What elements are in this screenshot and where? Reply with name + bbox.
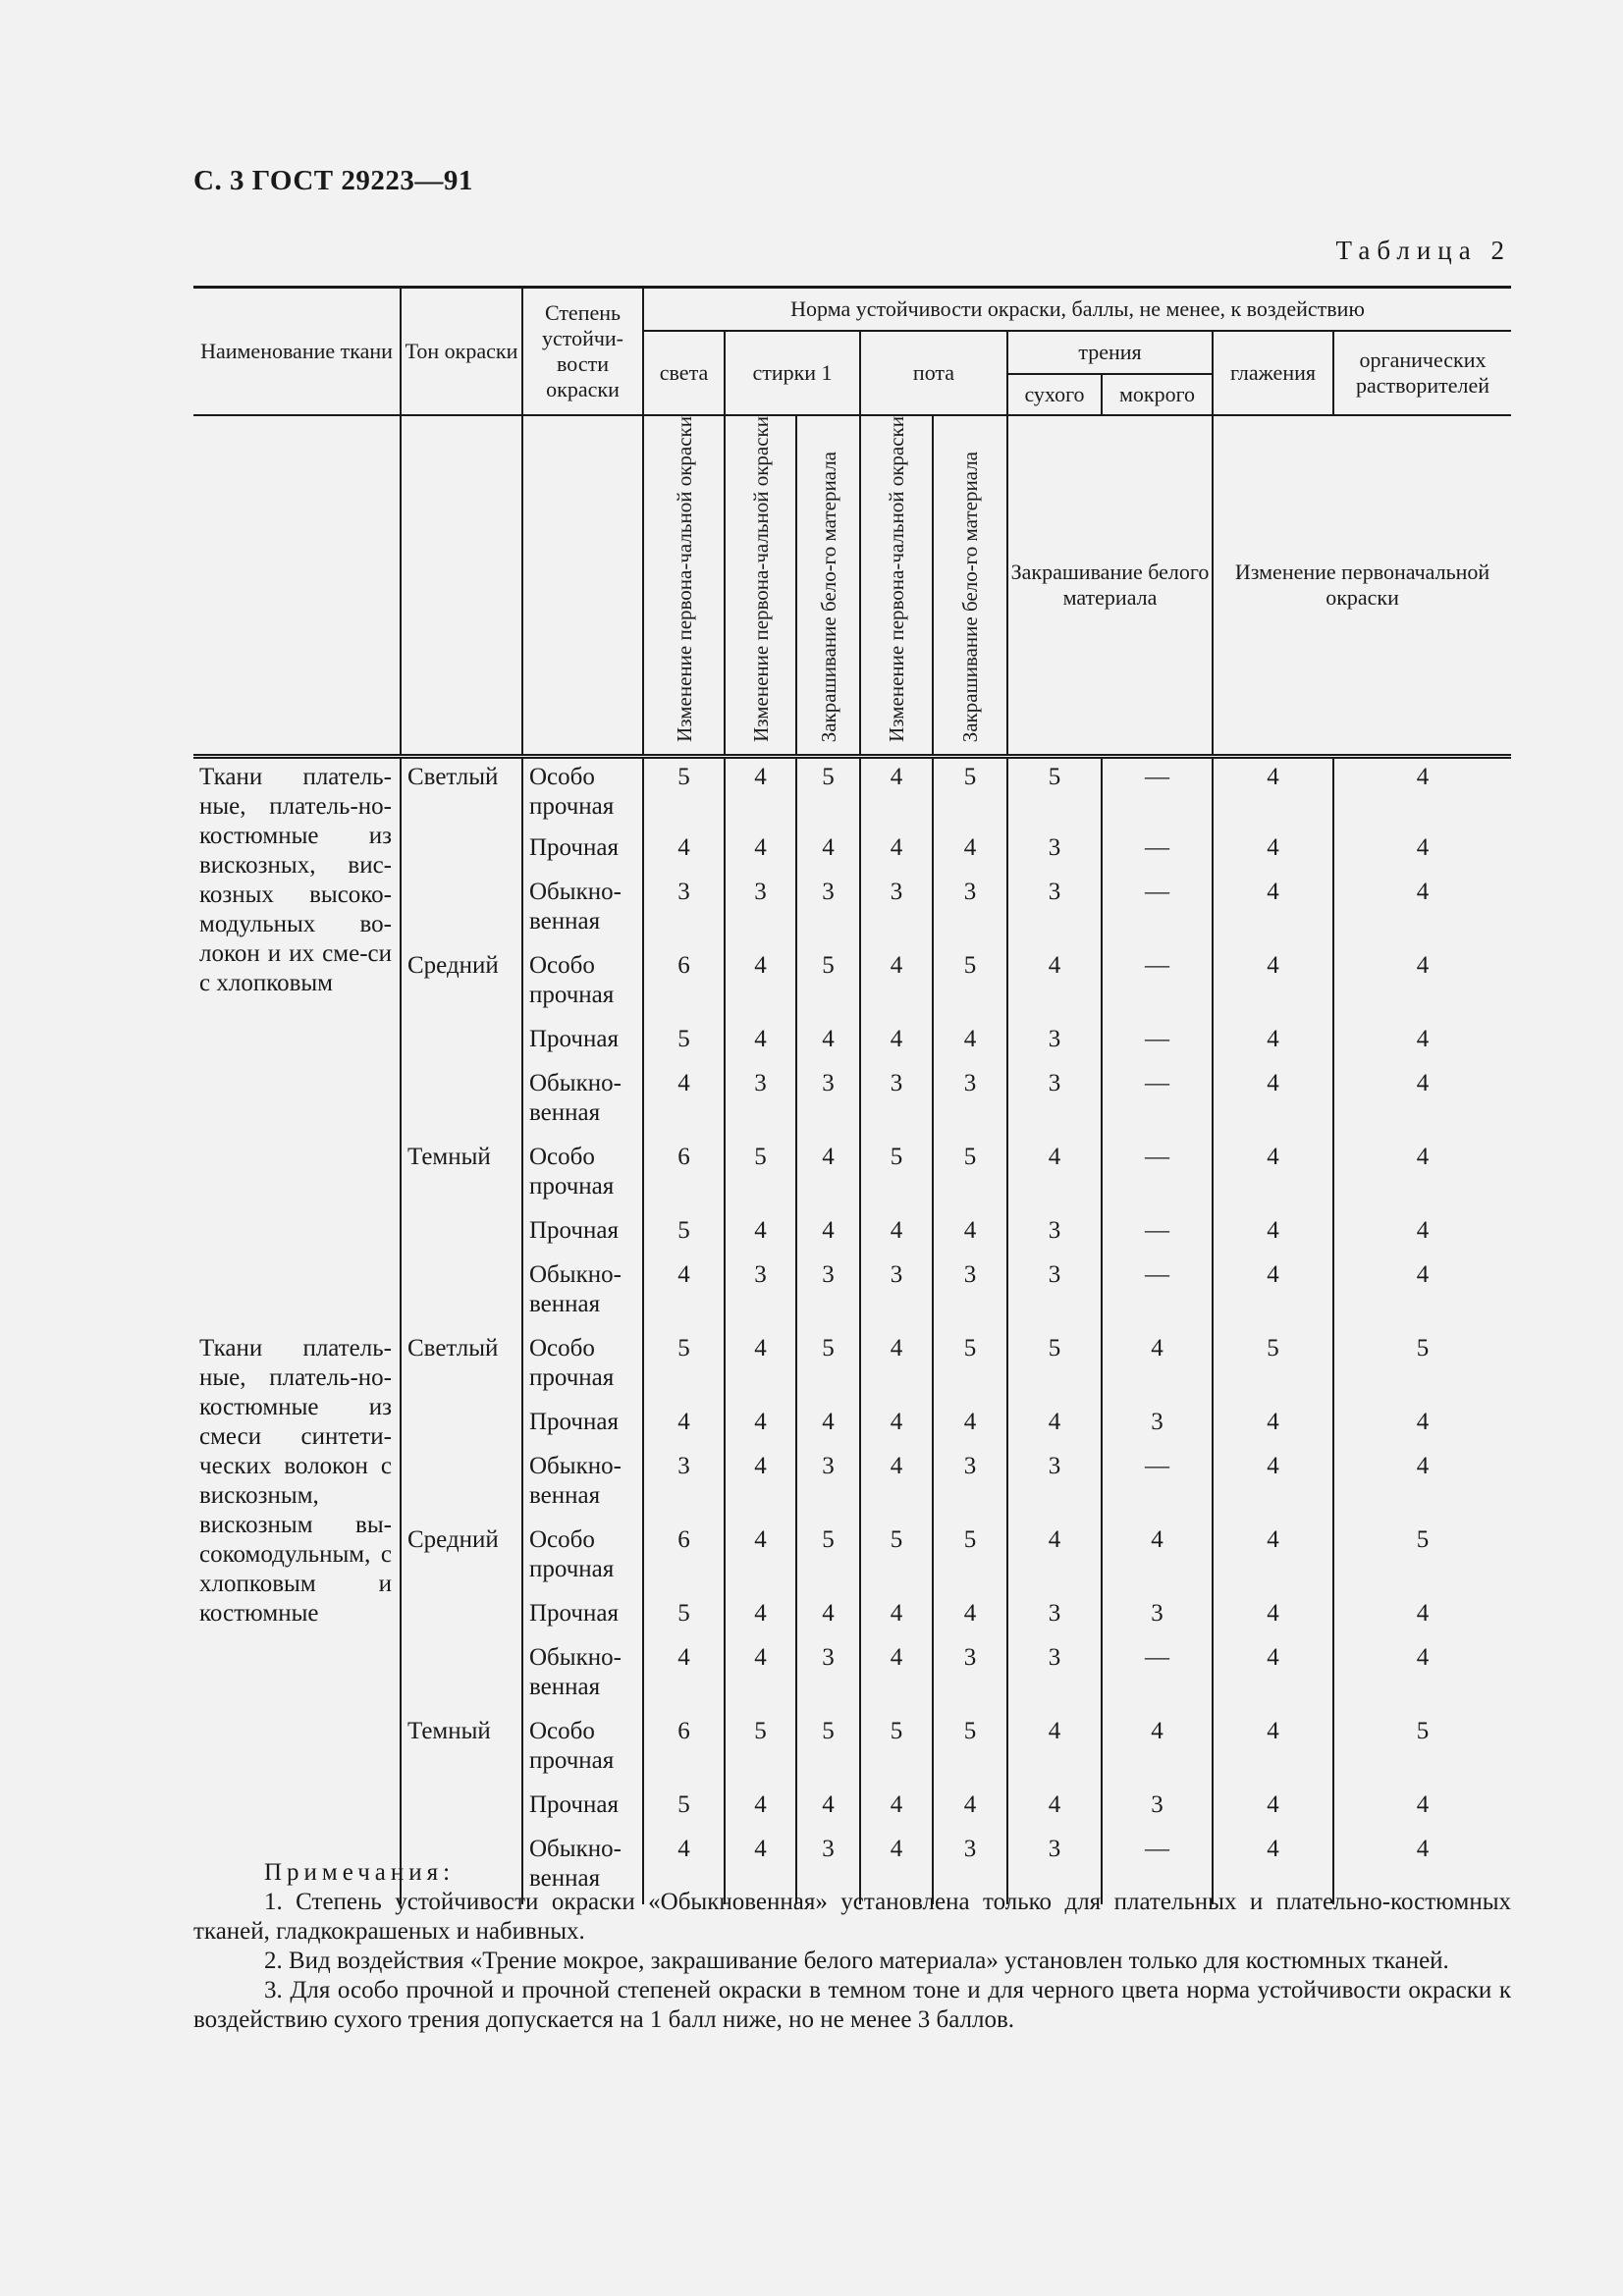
header-light: света	[643, 331, 725, 415]
value-cell: 4	[860, 1404, 933, 1448]
value-cell: 4	[1213, 1522, 1333, 1595]
value-cell: 4	[860, 1831, 933, 1904]
value-cell: 5	[933, 1522, 1007, 1595]
value-cell: 4	[796, 1404, 860, 1448]
value-cell: 3	[933, 1448, 1007, 1522]
value-cell: 4	[860, 756, 933, 829]
header-norm: Норма устойчивости окраски, баллы, не менее, к воздействию	[643, 288, 1511, 332]
value-cell: 3	[860, 1065, 933, 1139]
header-sweat: пота	[860, 331, 1007, 415]
value-cell: 4	[1213, 1212, 1333, 1256]
fabric-name-cell: Ткани платель-ные, платель-но-костюмные из смеси синтети-ческих волокон с вискозным, вискозным вы-сокомодульным, с хлопковым и костюмные	[199, 1335, 392, 1628]
value-cell: 4	[1213, 1595, 1333, 1639]
value-cell: 4	[933, 1595, 1007, 1639]
value-cell: —	[1102, 947, 1213, 1021]
value-cell: 4	[860, 1448, 933, 1522]
note-1: 1. Степень устойчивости окраски «Обыкновенная» установлена только для плательных и плательно-костюмных тканей, гладкокрашеных и набивных.	[193, 1889, 1511, 1945]
value-cell: 5	[1007, 1330, 1102, 1404]
value-cell: 5	[933, 947, 1007, 1021]
value-cell: 3	[1007, 1256, 1102, 1330]
value-cell: 4	[1102, 1330, 1213, 1404]
value-cell: 4	[725, 1330, 796, 1404]
value-cell: 4	[1213, 1639, 1333, 1713]
degree-cell: Обыкно-венная	[522, 1065, 643, 1139]
value-cell: 4	[725, 1404, 796, 1448]
value-cell: 5	[725, 1713, 796, 1787]
value-cell: 4	[796, 829, 860, 874]
value-cell: 3	[860, 874, 933, 947]
value-cell: 5	[860, 1139, 933, 1212]
header-sweat-change: Изменение первона-чальной окраски	[860, 415, 933, 756]
degree-cell: Прочная	[522, 1021, 643, 1065]
value-cell: 5	[796, 756, 860, 829]
degree-cell: Обыкно-венная	[522, 1831, 643, 1904]
value-cell: 4	[1213, 1404, 1333, 1448]
value-cell: 3	[933, 874, 1007, 947]
degree-cell: Особо прочная	[522, 1139, 643, 1212]
value-cell: 4	[1213, 1713, 1333, 1787]
value-cell: 4	[1333, 1212, 1511, 1256]
value-cell: 5	[1213, 1330, 1333, 1404]
header-fabric-name: Наименование ткани	[193, 288, 401, 416]
value-cell: 4	[1213, 1021, 1333, 1065]
value-cell: 3	[643, 874, 725, 947]
value-cell: 4	[796, 1021, 860, 1065]
value-cell: 3	[796, 1065, 860, 1139]
header-washing: стирки 1	[725, 331, 860, 415]
value-cell: 4	[860, 947, 933, 1021]
degree-cell: Обыкно-венная	[522, 1448, 643, 1522]
value-cell: —	[1102, 829, 1213, 874]
value-cell: —	[1102, 1831, 1213, 1904]
fabric-name-cell: Ткани платель-ные, платель-но-костюмные из вискозных, вис-козных высоко-модульных во-локон и их сме-си с хлопковым	[199, 763, 392, 996]
note-2: 2. Вид воздействия «Трение мокрое, закрашивание белого материала» установлен только для костюмных тканей.	[264, 1948, 1449, 1974]
value-cell: 3	[933, 1256, 1007, 1330]
value-cell: 4	[725, 829, 796, 874]
value-cell: 4	[1333, 1595, 1511, 1639]
value-cell: 4	[1333, 1021, 1511, 1065]
value-cell: 4	[860, 1787, 933, 1831]
value-cell: 3	[933, 1639, 1007, 1713]
value-cell: 4	[933, 1021, 1007, 1065]
value-cell: 3	[1007, 1448, 1102, 1522]
value-cell: 4	[643, 829, 725, 874]
value-cell: 4	[796, 1595, 860, 1639]
degree-cell: Прочная	[522, 1595, 643, 1639]
value-cell: —	[1102, 1021, 1213, 1065]
value-cell: —	[1102, 1065, 1213, 1139]
value-cell: 4	[1333, 947, 1511, 1021]
value-cell: 5	[796, 1522, 860, 1595]
value-cell: 4	[1102, 1713, 1213, 1787]
degree-cell: Обыкно-венная	[522, 1256, 643, 1330]
value-cell: 4	[725, 1212, 796, 1256]
value-cell: 3	[1007, 874, 1102, 947]
page-header: С. 3 ГОСТ 29223—91	[193, 165, 473, 196]
header-tone-cont	[401, 415, 522, 756]
tone-cell: Средний	[401, 947, 522, 1139]
value-cell: 4	[933, 1787, 1007, 1831]
value-cell: 3	[725, 1256, 796, 1330]
value-cell: 5	[796, 947, 860, 1021]
header-washing-change: Изменение первона-чальной окраски	[725, 415, 796, 756]
degree-cell: Прочная	[522, 829, 643, 874]
header-sweat-staining: Закрашивание бело-го материала	[933, 415, 1007, 756]
value-cell: 5	[643, 1595, 725, 1639]
value-cell: 4	[725, 1448, 796, 1522]
tone-cell: Светлый	[401, 1330, 522, 1522]
value-cell: 4	[1333, 829, 1511, 874]
table-row	[193, 1330, 1511, 1404]
degree-cell: Прочная	[522, 1212, 643, 1256]
value-cell: 4	[725, 756, 796, 829]
value-cell: 5	[1333, 1522, 1511, 1595]
notes-title: Примечания:	[264, 1859, 456, 1886]
value-cell: 5	[643, 1787, 725, 1831]
value-cell: 5	[933, 756, 1007, 829]
note-3: 3. Для особо прочной и прочной степеней окраски в темном тоне и для черного цвета норма устойчивости окраски к воздействию сухого трения допускается на 1 балл ниже, но не менее 3 баллов.	[193, 1977, 1511, 2033]
value-cell: 5	[643, 1212, 725, 1256]
table-row	[193, 756, 1511, 829]
degree-cell: Прочная	[522, 1404, 643, 1448]
value-cell: —	[1102, 1139, 1213, 1212]
value-cell: 4	[860, 829, 933, 874]
value-cell: 5	[643, 1330, 725, 1404]
value-cell: 4	[1213, 1787, 1333, 1831]
value-cell: 3	[1102, 1404, 1213, 1448]
value-cell: 4	[1333, 756, 1511, 829]
value-cell: 5	[860, 1522, 933, 1595]
value-cell: 3	[933, 1831, 1007, 1904]
value-cell: 3	[1007, 1595, 1102, 1639]
value-cell: 6	[643, 1522, 725, 1595]
value-cell: 4	[1007, 1139, 1102, 1212]
value-cell: 3	[1102, 1787, 1213, 1831]
value-cell: 4	[725, 1595, 796, 1639]
value-cell: 4	[796, 1787, 860, 1831]
value-cell: 4	[860, 1639, 933, 1713]
table-label: Таблица 2	[1335, 236, 1511, 265]
value-cell: 3	[796, 1256, 860, 1330]
value-cell: 3	[1007, 1065, 1102, 1139]
value-cell: 4	[1213, 874, 1333, 947]
value-cell: 4	[643, 1831, 725, 1904]
value-cell: 3	[1102, 1595, 1213, 1639]
standards-table	[193, 286, 1511, 1904]
value-cell: 4	[1333, 1256, 1511, 1330]
header-light-change: Изменение первона-чальной окраски	[643, 415, 725, 756]
value-cell: 5	[796, 1713, 860, 1787]
value-cell: 4	[933, 829, 1007, 874]
value-cell: 3	[1007, 829, 1102, 874]
value-cell: 4	[1213, 1831, 1333, 1904]
header-tone: Тон окраски	[401, 288, 522, 416]
value-cell: 4	[725, 947, 796, 1021]
value-cell: 5	[1007, 756, 1102, 829]
value-cell: 4	[933, 1404, 1007, 1448]
value-cell: 4	[725, 1639, 796, 1713]
value-cell: 5	[933, 1330, 1007, 1404]
value-cell: 4	[1213, 756, 1333, 829]
value-cell: 4	[1213, 829, 1333, 874]
value-cell: 4	[1007, 1404, 1102, 1448]
value-cell: 4	[1333, 1787, 1511, 1831]
value-cell: 4	[643, 1639, 725, 1713]
value-cell: 4	[796, 1212, 860, 1256]
value-cell: 5	[796, 1330, 860, 1404]
value-cell: 5	[643, 756, 725, 829]
value-cell: 3	[796, 1639, 860, 1713]
value-cell: 4	[1007, 1787, 1102, 1831]
value-cell: 4	[1333, 1404, 1511, 1448]
value-cell: 4	[1333, 1139, 1511, 1212]
value-cell: 4	[1213, 1139, 1333, 1212]
value-cell: —	[1102, 1639, 1213, 1713]
value-cell: 5	[725, 1139, 796, 1212]
tone-cell: Светлый	[401, 756, 522, 947]
table-2	[193, 286, 1511, 1904]
notes	[193, 1858, 1511, 2035]
value-cell: 4	[1213, 1256, 1333, 1330]
value-cell: —	[1102, 1212, 1213, 1256]
value-cell: 4	[1213, 1065, 1333, 1139]
value-cell: 3	[796, 1831, 860, 1904]
header-friction-wet: мокрого	[1102, 374, 1213, 415]
value-cell: 3	[860, 1256, 933, 1330]
value-cell: —	[1102, 1256, 1213, 1330]
value-cell: 4	[1333, 874, 1511, 947]
value-cell: 4	[725, 1021, 796, 1065]
value-cell: 4	[860, 1212, 933, 1256]
table-body	[193, 756, 1511, 1904]
value-cell: 4	[860, 1021, 933, 1065]
value-cell: 3	[1007, 1639, 1102, 1713]
value-cell: 4	[725, 1522, 796, 1595]
value-cell: 3	[796, 874, 860, 947]
value-cell: 6	[643, 1139, 725, 1212]
value-cell: 3	[1007, 1021, 1102, 1065]
value-cell: —	[1102, 756, 1213, 829]
value-cell: 4	[860, 1330, 933, 1404]
header-friction-staining: Закрашивание белого материала	[1007, 415, 1213, 756]
value-cell: 4	[1213, 1448, 1333, 1522]
value-cell: 5	[1333, 1330, 1511, 1404]
value-cell: 4	[725, 1787, 796, 1831]
value-cell: 5	[1333, 1713, 1511, 1787]
value-cell: 4	[860, 1595, 933, 1639]
header-friction: трения	[1007, 331, 1213, 374]
value-cell: 5	[643, 1021, 725, 1065]
value-cell: 4	[1333, 1448, 1511, 1522]
value-cell: 5	[933, 1139, 1007, 1212]
value-cell: 4	[643, 1256, 725, 1330]
value-cell: 4	[1333, 1639, 1511, 1713]
value-cell: 5	[933, 1713, 1007, 1787]
value-cell: 4	[1007, 1713, 1102, 1787]
degree-cell: Особо прочная	[522, 1522, 643, 1595]
degree-cell: Прочная	[522, 1787, 643, 1831]
value-cell: 4	[643, 1065, 725, 1139]
value-cell: 4	[933, 1212, 1007, 1256]
value-cell: 3	[1007, 1212, 1102, 1256]
value-cell: 3	[725, 874, 796, 947]
header-friction-dry: сухого	[1007, 374, 1102, 415]
header-ironing: глажения	[1213, 331, 1333, 415]
value-cell: 4	[1333, 1831, 1511, 1904]
value-cell: 4	[1007, 947, 1102, 1021]
header-degree-cont	[522, 415, 643, 756]
value-cell: 4	[643, 1404, 725, 1448]
header-degree: Степень устойчи-вости окраски	[522, 288, 643, 416]
tone-cell: Темный	[401, 1139, 522, 1330]
degree-cell: Особо прочная	[522, 756, 643, 829]
value-cell: 6	[643, 947, 725, 1021]
tone-cell: Средний	[401, 1522, 522, 1713]
value-cell: —	[1102, 1448, 1213, 1522]
value-cell: 3	[933, 1065, 1007, 1139]
degree-cell: Особо прочная	[522, 1713, 643, 1787]
header-ironing-solvents-change: Изменение первоначальной окраски	[1213, 415, 1511, 756]
value-cell: 4	[1333, 1065, 1511, 1139]
degree-cell: Особо прочная	[522, 947, 643, 1021]
value-cell: 4	[796, 1139, 860, 1212]
value-cell: 3	[1007, 1831, 1102, 1904]
value-cell: 3	[725, 1065, 796, 1139]
degree-cell: Обыкно-венная	[522, 874, 643, 947]
header-solvents: органических растворителей	[1333, 331, 1511, 415]
value-cell: 3	[796, 1448, 860, 1522]
degree-cell: Обыкно-венная	[522, 1639, 643, 1713]
value-cell: 4	[1102, 1522, 1213, 1595]
value-cell: 4	[1213, 947, 1333, 1021]
value-cell: 5	[860, 1713, 933, 1787]
value-cell: —	[1102, 874, 1213, 947]
degree-cell: Особо прочная	[522, 1330, 643, 1404]
value-cell: 6	[643, 1713, 725, 1787]
value-cell: 3	[643, 1448, 725, 1522]
value-cell: 4	[725, 1831, 796, 1904]
tone-cell: Темный	[401, 1713, 522, 1904]
header-washing-staining: Закрашивание бело-го материала	[796, 415, 860, 756]
header-fabric-name-cont	[193, 415, 401, 756]
value-cell: 4	[1007, 1522, 1102, 1595]
